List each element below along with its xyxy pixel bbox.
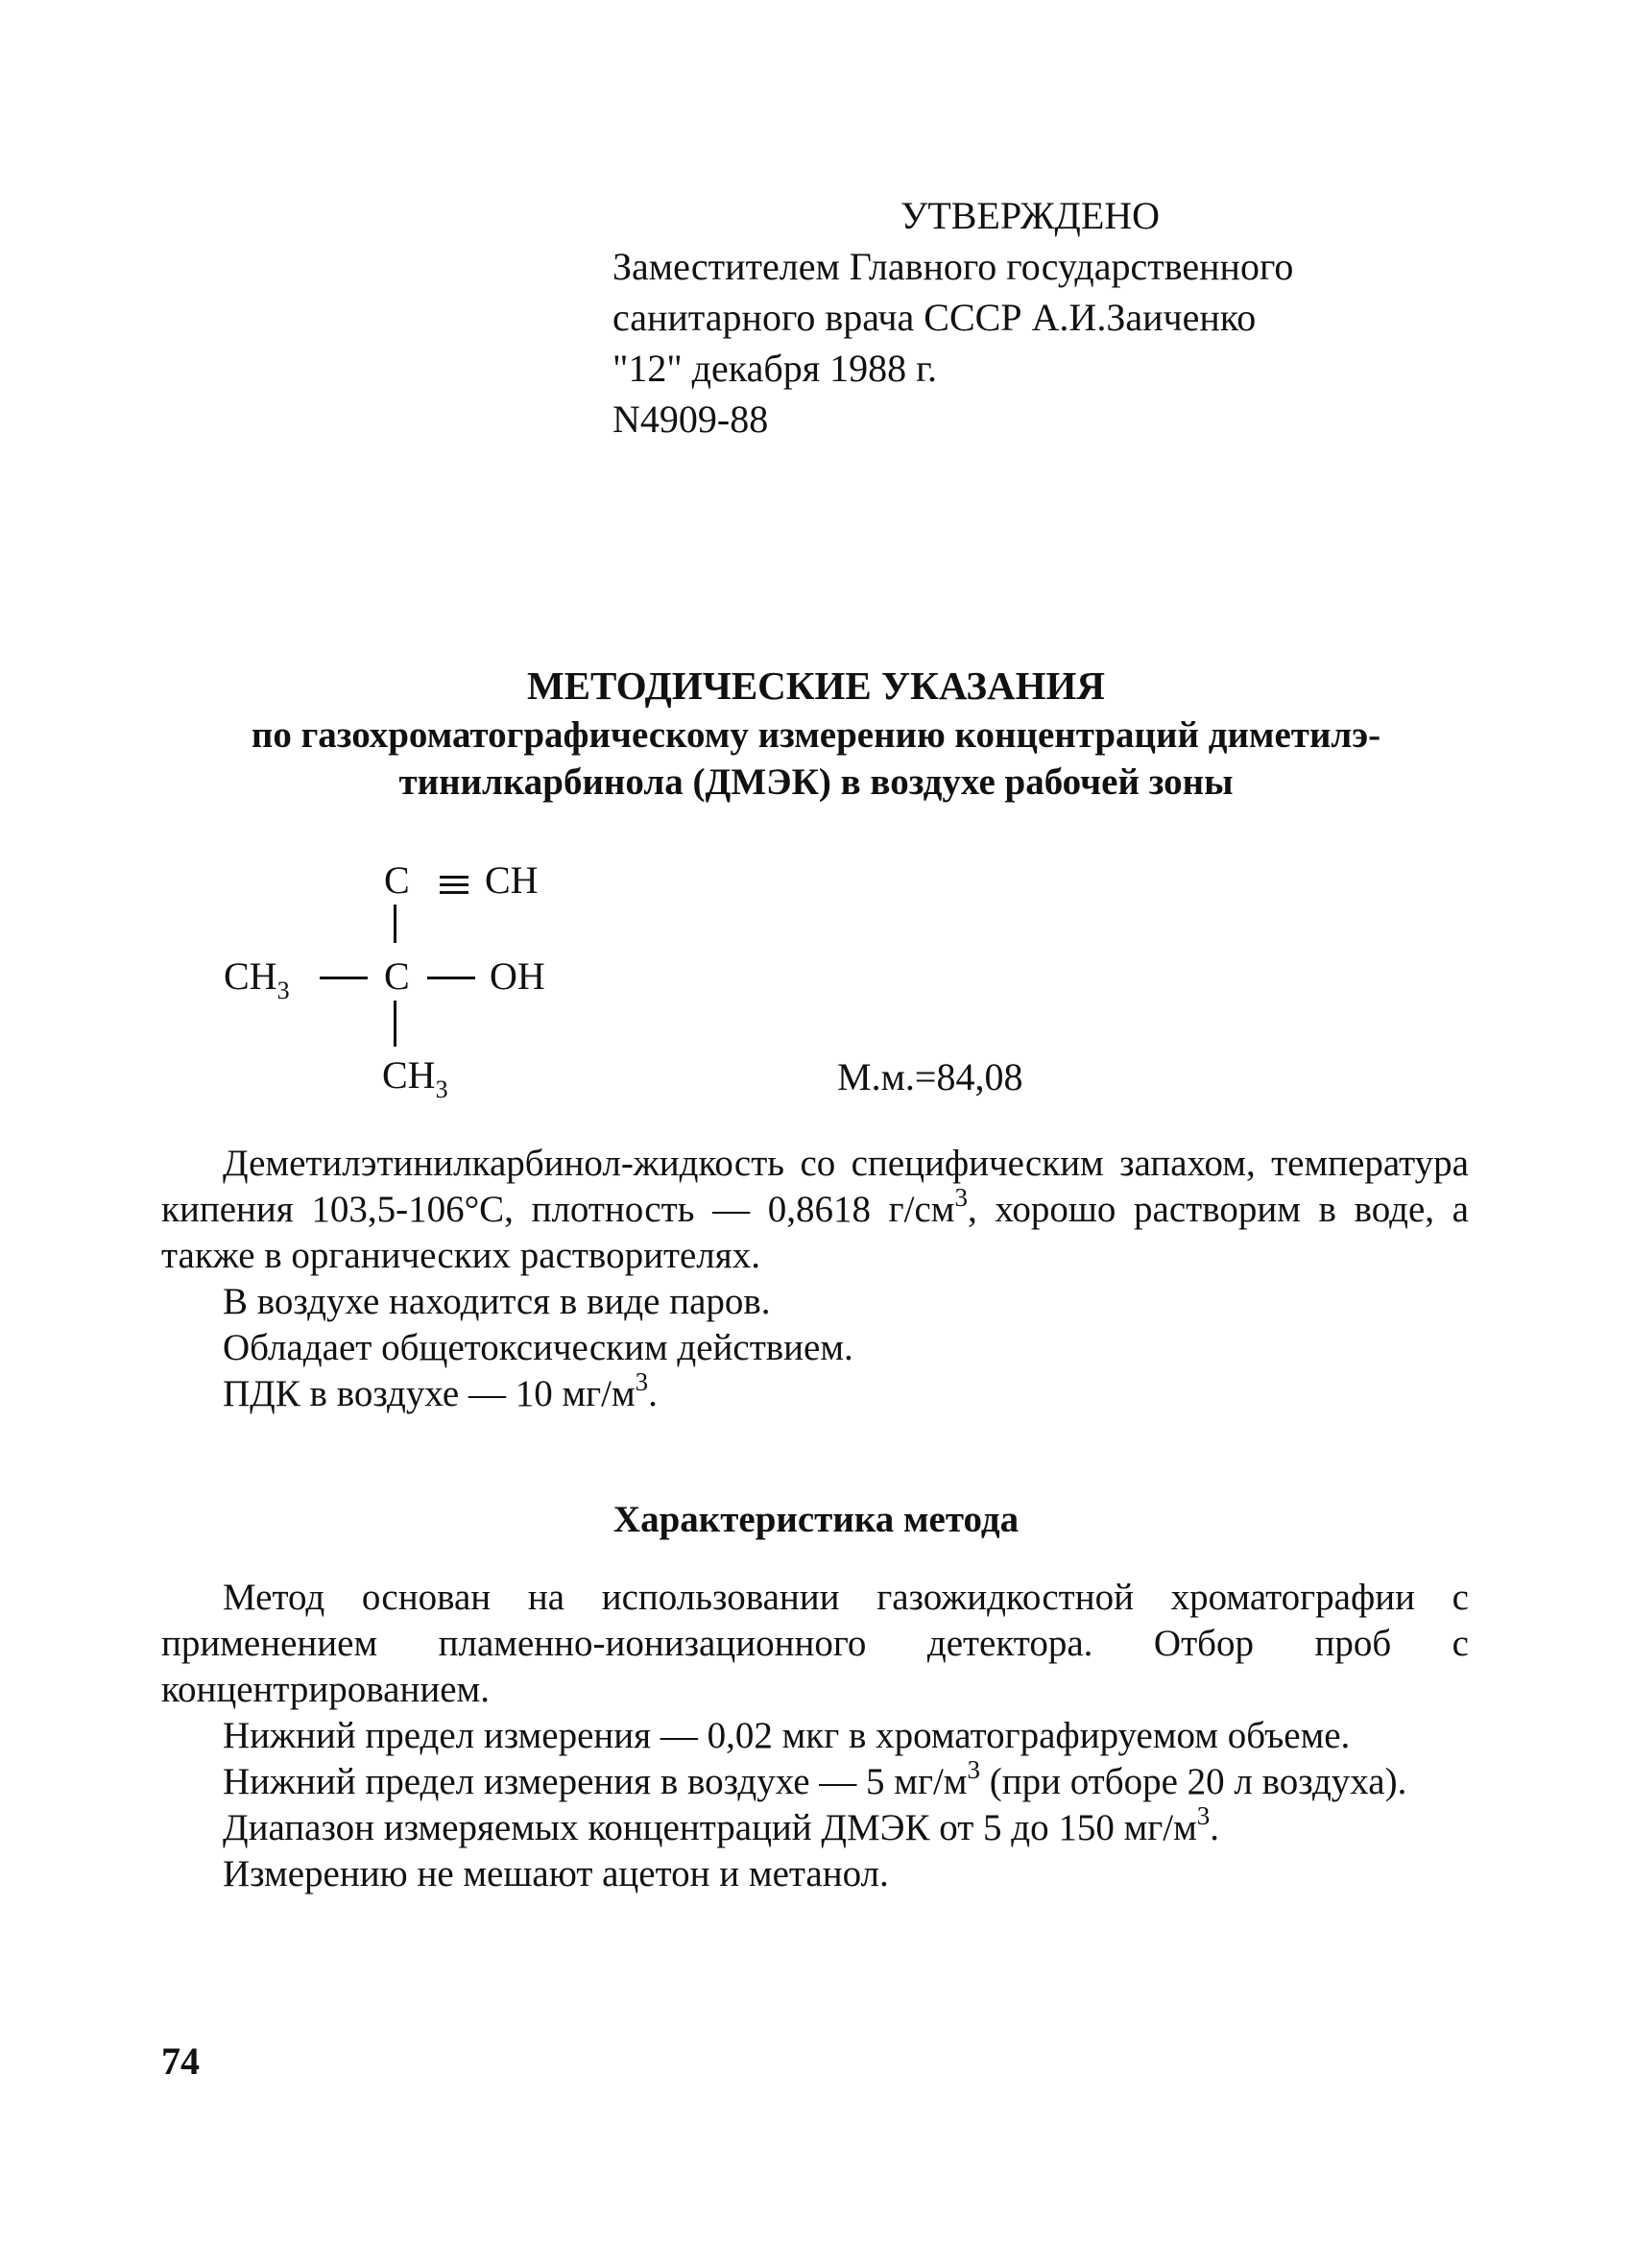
- method-paragraph: Нижний предел измерения в воздухе — 5 $мг/м^3$ (при отборе 20 л воздуха).: [223, 1755, 1407, 1802]
- document-heading: [144, 663, 1488, 806]
- approval-number: N4909-88: [612, 398, 769, 441]
- triple-bond-line: [440, 876, 468, 879]
- section-heading: Характеристика метода: [612, 1499, 1020, 1540]
- single-bond-horizontal: [320, 977, 368, 979]
- formula-atom-c-top: C: [384, 858, 410, 902]
- method-paragraph: Метод основан на использовании газожидкостной хроматографии с применением пламенно-ионизационного детектора. Отбор проб с концентрированием.: [161, 1577, 1469, 1710]
- single-bond-horizontal: [427, 977, 475, 979]
- approval-title: УТВЕРЖДЕНО: [900, 194, 1161, 237]
- single-bond-vertical: [394, 1001, 396, 1047]
- description-paragraph: В воздухе находится в виде паров.: [223, 1281, 771, 1322]
- description-paragraph: Обладает общетоксическим действием.: [223, 1327, 853, 1368]
- document-title: МЕТОДИЧЕСКИЕ УКАЗАНИЯ: [526, 664, 1106, 708]
- formula-group-ch3-left: $CH_3$: [224, 954, 290, 1004]
- approval-line: санитарного врача СССР А.И.Заиченко: [612, 296, 1257, 339]
- molar-mass: М.м.=84,08: [837, 1055, 1023, 1098]
- triple-bond-line: [440, 891, 468, 894]
- method-paragraph: Измерению не мешают ацетон и метанол.: [223, 1853, 889, 1894]
- approval-block: [612, 190, 1476, 445]
- formula-group-ch3-bottom: $CH_3$: [382, 1053, 448, 1103]
- description-paragraph: ПДК в воздухе — 10 $мг/м^3$.: [223, 1367, 658, 1414]
- method-section: [161, 1575, 1469, 1897]
- method-paragraph: Диапазон измеряемых концентраций ДМЭК от 5 до 150 $мг/м^3$.: [223, 1801, 1220, 1848]
- formula-group-ch: CH: [485, 858, 539, 902]
- document-subtitle: тинилкарбинола (ДМЭК) в воздухе рабочей зоны: [398, 761, 1234, 803]
- description-section: [161, 1141, 1469, 1417]
- page-number: 74: [161, 2039, 200, 2083]
- structural-formula: [221, 859, 605, 1109]
- formula-atom-c-center: C: [384, 954, 410, 998]
- approval-line: Заместителем Главного государственного: [612, 245, 1294, 288]
- method-paragraph: Нижний предел измерения — 0,02 мкг в хроматографируемом объеме.: [223, 1715, 1351, 1756]
- single-bond-vertical: [394, 905, 396, 943]
- formula-group-oh: OH: [490, 954, 545, 998]
- approval-date: "12" декабря 1988 г.: [612, 347, 937, 390]
- triple-bond-line: [440, 883, 468, 886]
- document-subtitle: по газохроматографическому измерению концентраций диметилэ-: [251, 714, 1381, 756]
- description-paragraph: Деметилэтинилкарбинол-жидкость со специфическим запахом, температура кипения 103,5-106°С, плотность — 0,8618 $г/см^3$, хорошо растворим в воде, а также в органических растворителях.: [161, 1143, 1469, 1276]
